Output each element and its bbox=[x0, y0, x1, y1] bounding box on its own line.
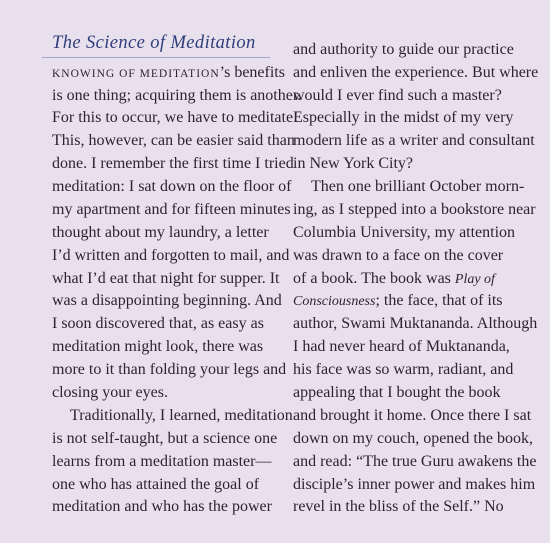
book-title-part1: Play of bbox=[454, 272, 495, 287]
text-line: ing, as I stepped into a bookstore near bbox=[293, 201, 536, 218]
text-line: modern life as a writer and consultant bbox=[293, 132, 535, 149]
text-line: Especially in the midst of my very bbox=[293, 109, 514, 126]
text-line: what I’d eat that night for supper. It bbox=[52, 270, 280, 287]
text-line: I soon discovered that, as easy as bbox=[52, 315, 264, 332]
text-line: his face was so warm, radiant, and bbox=[293, 361, 514, 378]
text-line: was drawn to a face on the cover bbox=[293, 247, 504, 264]
text-line: meditation: I sat down on the floor of bbox=[52, 178, 292, 195]
section-heading: The Science of Meditation bbox=[52, 33, 256, 53]
line-text: of a book. The book was bbox=[293, 270, 451, 287]
text-line: done. I remember the first time I tried bbox=[52, 155, 294, 172]
text-line: author, Swami Muktananda. Although bbox=[293, 315, 538, 332]
text-line: Columbia University, my attention bbox=[293, 224, 516, 241]
text-line: is not self-taught, but a science one bbox=[52, 430, 278, 447]
text-line: and brought it home. Once there I sat bbox=[293, 407, 532, 424]
text-line: and read: “The true Guru awakens the bbox=[293, 453, 537, 470]
text-line: disciple’s inner power and makes him bbox=[293, 476, 536, 493]
text-line: my apartment and for fifteen minutes bbox=[52, 201, 291, 218]
text-line: For this to occur, we have to meditate! bbox=[52, 109, 299, 126]
text-line: would I ever find such a master? bbox=[293, 87, 502, 104]
text-line: thought about my laundry, a letter bbox=[52, 224, 269, 241]
text-line: I’d written and forgotten to mail, and bbox=[52, 247, 290, 264]
text-line: and authority to guide our practice bbox=[293, 41, 514, 58]
text-line: is one thing; acquiring them is another. bbox=[52, 87, 302, 104]
text-line: was a disappointing beginning. And bbox=[52, 292, 282, 309]
text-line bbox=[293, 270, 495, 289]
text-line: I had never heard of Muktananda, bbox=[293, 338, 510, 355]
lead-in-smallcaps: KNOWING OF MEDITATION bbox=[52, 68, 220, 80]
text-line: Then one brilliant October morn- bbox=[311, 178, 525, 195]
text-line: This, however, can be easier said than bbox=[52, 132, 295, 149]
text-line: and enliven the experience. But where bbox=[293, 64, 539, 81]
text-line: in New York City? bbox=[293, 155, 414, 172]
text-line: down on my couch, opened the book, bbox=[293, 430, 533, 447]
text-line: more to it than folding your legs and bbox=[52, 361, 287, 378]
text-line: learns from a meditation master— bbox=[52, 453, 272, 470]
line-text: ; the face, that of its bbox=[375, 292, 503, 309]
text-line: meditation and who has the power bbox=[52, 498, 272, 515]
book-title-part2: Consciousness bbox=[293, 294, 376, 309]
text-line: one who has attained the goal of bbox=[52, 476, 260, 493]
text-line: revel in the bliss of the Self.” No bbox=[293, 498, 504, 515]
text-line: closing your eyes. bbox=[52, 384, 168, 401]
text-line: meditation might look, there was bbox=[52, 338, 264, 355]
text-line bbox=[52, 64, 285, 83]
text-line: Traditionally, I learned, meditation bbox=[70, 407, 293, 424]
text-line: appealing that I bought the book bbox=[293, 384, 501, 401]
text-line bbox=[293, 292, 503, 311]
heading-rule bbox=[42, 57, 270, 58]
lead-in-rest: ’s benefits bbox=[219, 64, 285, 81]
